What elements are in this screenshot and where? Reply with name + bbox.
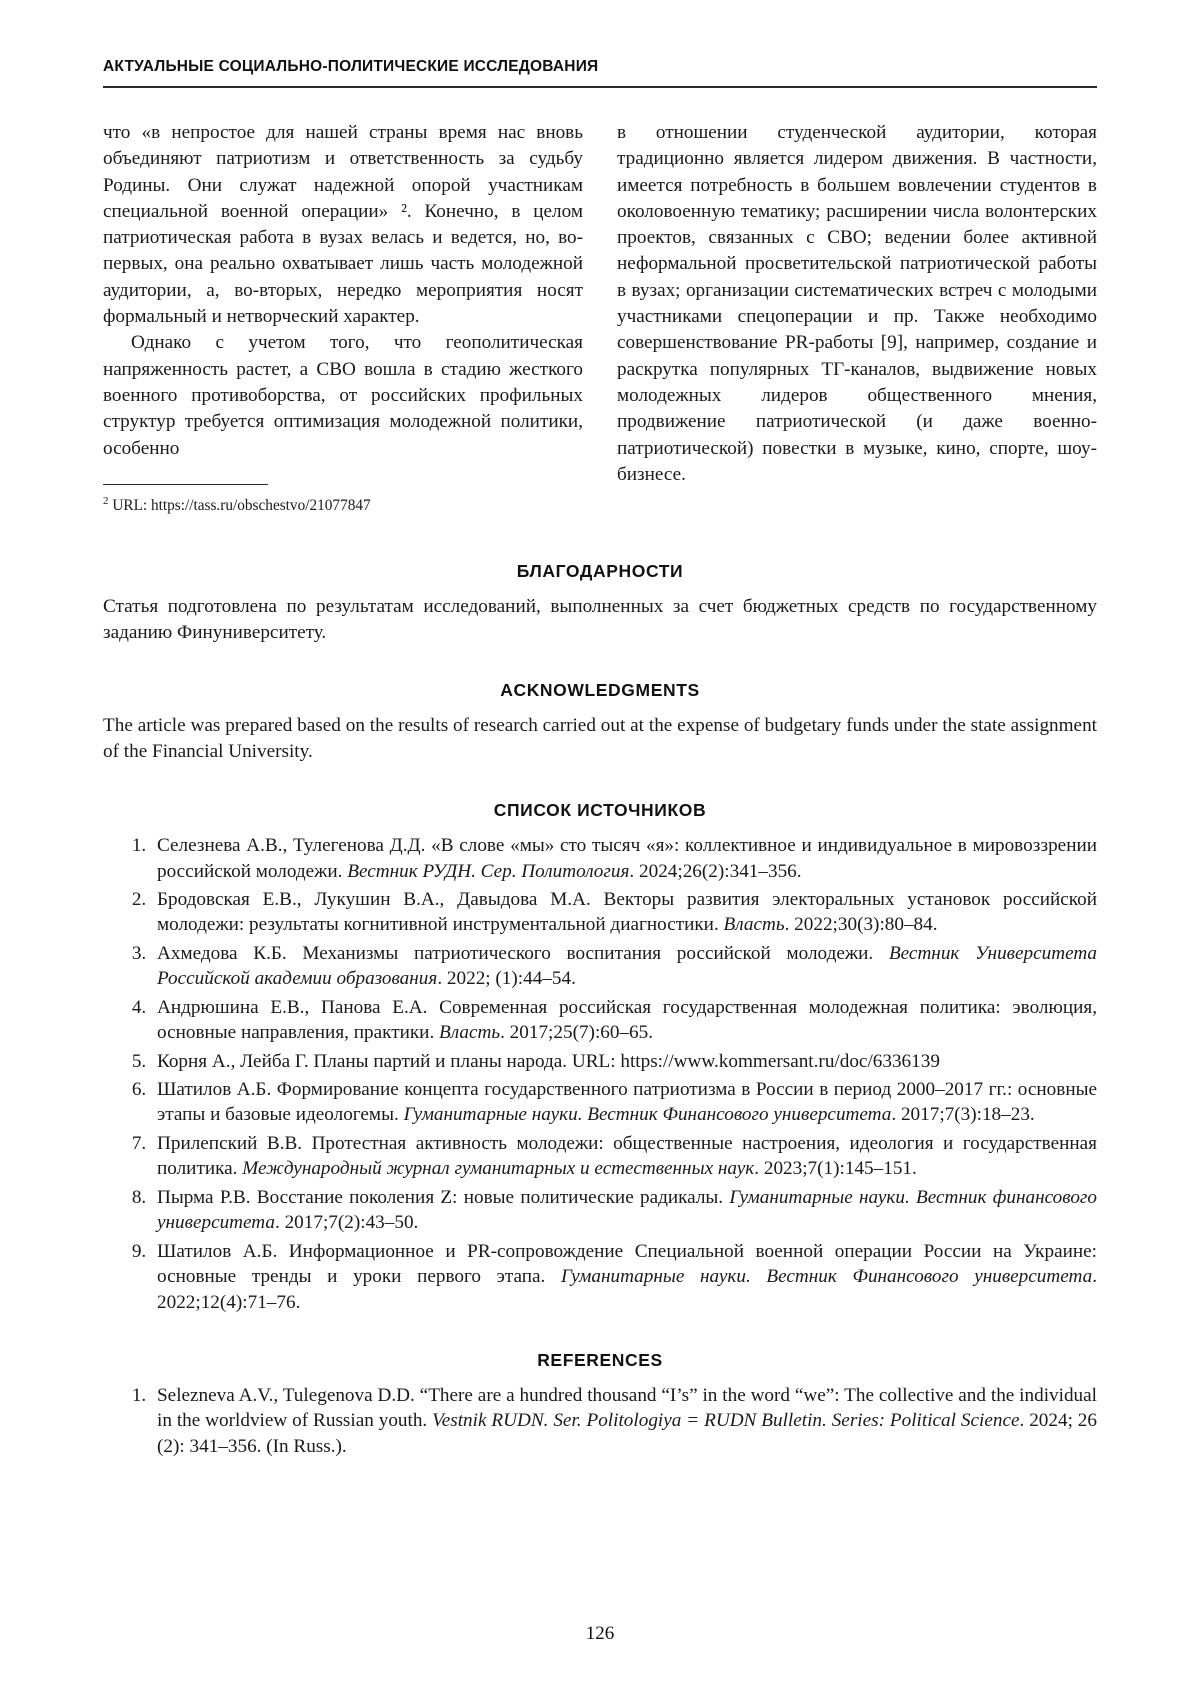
acknowledgments-ru-text: Статья подготовлена по результатам исследований, выполненных за счет бюджетных средств по государственному заданию Финуниверситету. (103, 595, 1097, 643)
page-number: 126 (585, 1623, 615, 1644)
list-item: 6. Шатилов А.Б. Формирование концепта государственного патриотизма в России в период 2000–2017 гг.: основные этапы и базовые идеологемы. Гуманитарные науки. Вестник Финансового университета. 2017;7(3):18–23. (151, 1077, 1097, 1128)
column-right (617, 120, 1097, 488)
sources-section (103, 800, 1097, 1316)
acknowledgments-ru-section (103, 561, 1097, 647)
list-item: 2. Бродовская Е.В., Лукушин В.А., Давыдова М.А. Векторы развития электоральных установок российской молодежи: результаты когнитивной инструментальной диагностики. Власть. 2022;30(3):80–84. (151, 887, 1097, 938)
list-item: 4. Андрюшина Е.В., Панова Е.А. Современная российская государственная молодежная политика: эволюция, основные направления, практики. Власть. 2017;25(7):60–65. (151, 995, 1097, 1046)
acknowledgments-en-title: ACKNOWLEDGMENTS (500, 680, 700, 701)
footnote-block (103, 484, 583, 517)
running-head: АКТУАЛЬНЫЕ СОЦИАЛЬНО-ПОЛИТИЧЕСКИЕ ИССЛЕДОВАНИЯ (103, 58, 599, 75)
list-item: 5. Корня А., Лейба Г. Планы партий и планы народа. URL: https://www.kommersant.ru/doc/6336139 (151, 1049, 1097, 1075)
left-paragraph-1: что «в непростое для нашей страны время нас вновь объединяют патриотизм и ответственность за судьбу Родины. Они служат надежной опорой участникам специальной военной операции» ². Конечно, в целом патриотическая работа в вузах велась и ведется, но, во-первых, она реально охватывает лишь часть молодежной аудитории, а, во-вторых, нередко мероприятия носят формальный и нетворческий характер. (103, 122, 583, 328)
references-title: REFERENCES (537, 1349, 663, 1370)
footnote (103, 494, 583, 517)
list-item: 1. Selezneva A.V., Tulegenova D.D. “There are a hundred thousand “I’s” in the word “we”: The collective and the individual in the worldview of Russian youth. Vestnik RUDN. Ser. Politologiya = RUDN Bulletin. Series: Political Science. 2024; 26 (2): 341–356. (In Russ.). (151, 1383, 1097, 1460)
acknowledgments-en-text: The article was prepared based on the results of research carried out at the expense of budgetary funds under the state assignment of the Financial University. (103, 715, 1097, 763)
sources-list (103, 833, 1097, 1316)
acknowledgments-en-section (103, 680, 1097, 766)
two-column-body (103, 120, 1097, 517)
acknowledgments-ru-title: БЛАГОДАРНОСТИ (516, 560, 684, 581)
header-divider (103, 86, 1097, 88)
column-left (103, 120, 583, 517)
references-section (103, 1350, 1097, 1460)
list-item: 1. Селезнева А.В., Тулегенова Д.Д. «В слове «мы» сто тысяч «я»: коллективное и индивидуальное в мировоззрении российской молодежи. Вестник РУДН. Сер. Политология. 2024;26(2):341–356. (151, 833, 1097, 884)
left-paragraph-2: Однако с учетом того, что геополитическая напряженность растет, а СВО вошла в стадию жесткого военного противоборства, от российских профильных структур требуется оптимизация молодежной политики, особенно (103, 332, 583, 459)
list-item: 7. Прилепский В.В. Протестная активность молодежи: общественные настроения, идеология и государственная политика. Международный журнал гуманитарных и естественных наук. 2023;7(1):145–151. (151, 1131, 1097, 1182)
list-item: 8. Пырма Р.В. Восстание поколения Z: новые политические радикалы. Гуманитарные науки. Вестник финансового университета. 2017;7(2):43–50. (151, 1185, 1097, 1236)
right-paragraph-1: в отношении студенческой аудитории, которая традиционно является лидером движения. В частности, имеется потребность в большем вовлечении студентов в околовоенную тематику; расширении числа волонтерских проектов, связанных с СВО; ведении более активной неформальной просветительской патриотической работы в вузах; организации систематических встреч с молодыми участниками спецоперации и пр. Также необходимо совершенствование PR-работы [9], например, создание и раскрутка популярных ТГ-каналов, выдвижение новых молодежных лидеров общественного мнения, продвижение патриотической (и даже военно-патриотической) повестки в музыке, кино, спорте, шоу-бизнесе. (617, 122, 1097, 485)
list-item: 9. Шатилов А.Б. Информационное и PR-сопровождение Специальной военной операции России на Украине: основные тренды и уроки первого этапа. Гуманитарные науки. Вестник Финансового университета. 2022;12(4):71–76. (151, 1239, 1097, 1316)
references-list (103, 1383, 1097, 1460)
footnote-divider (103, 484, 268, 485)
sources-title: СПИСОК ИСТОЧНИКОВ (493, 799, 707, 820)
list-item: 3. Ахмедова К.Б. Механизмы патриотического воспитания российской молодежи. Вестник Университета Российской академии образования. 2022; (1):44–54. (151, 941, 1097, 992)
footnote-text: URL: https://tass.ru/obschestvo/21077847 (108, 496, 371, 514)
footnote-marker: 2 (103, 494, 109, 507)
